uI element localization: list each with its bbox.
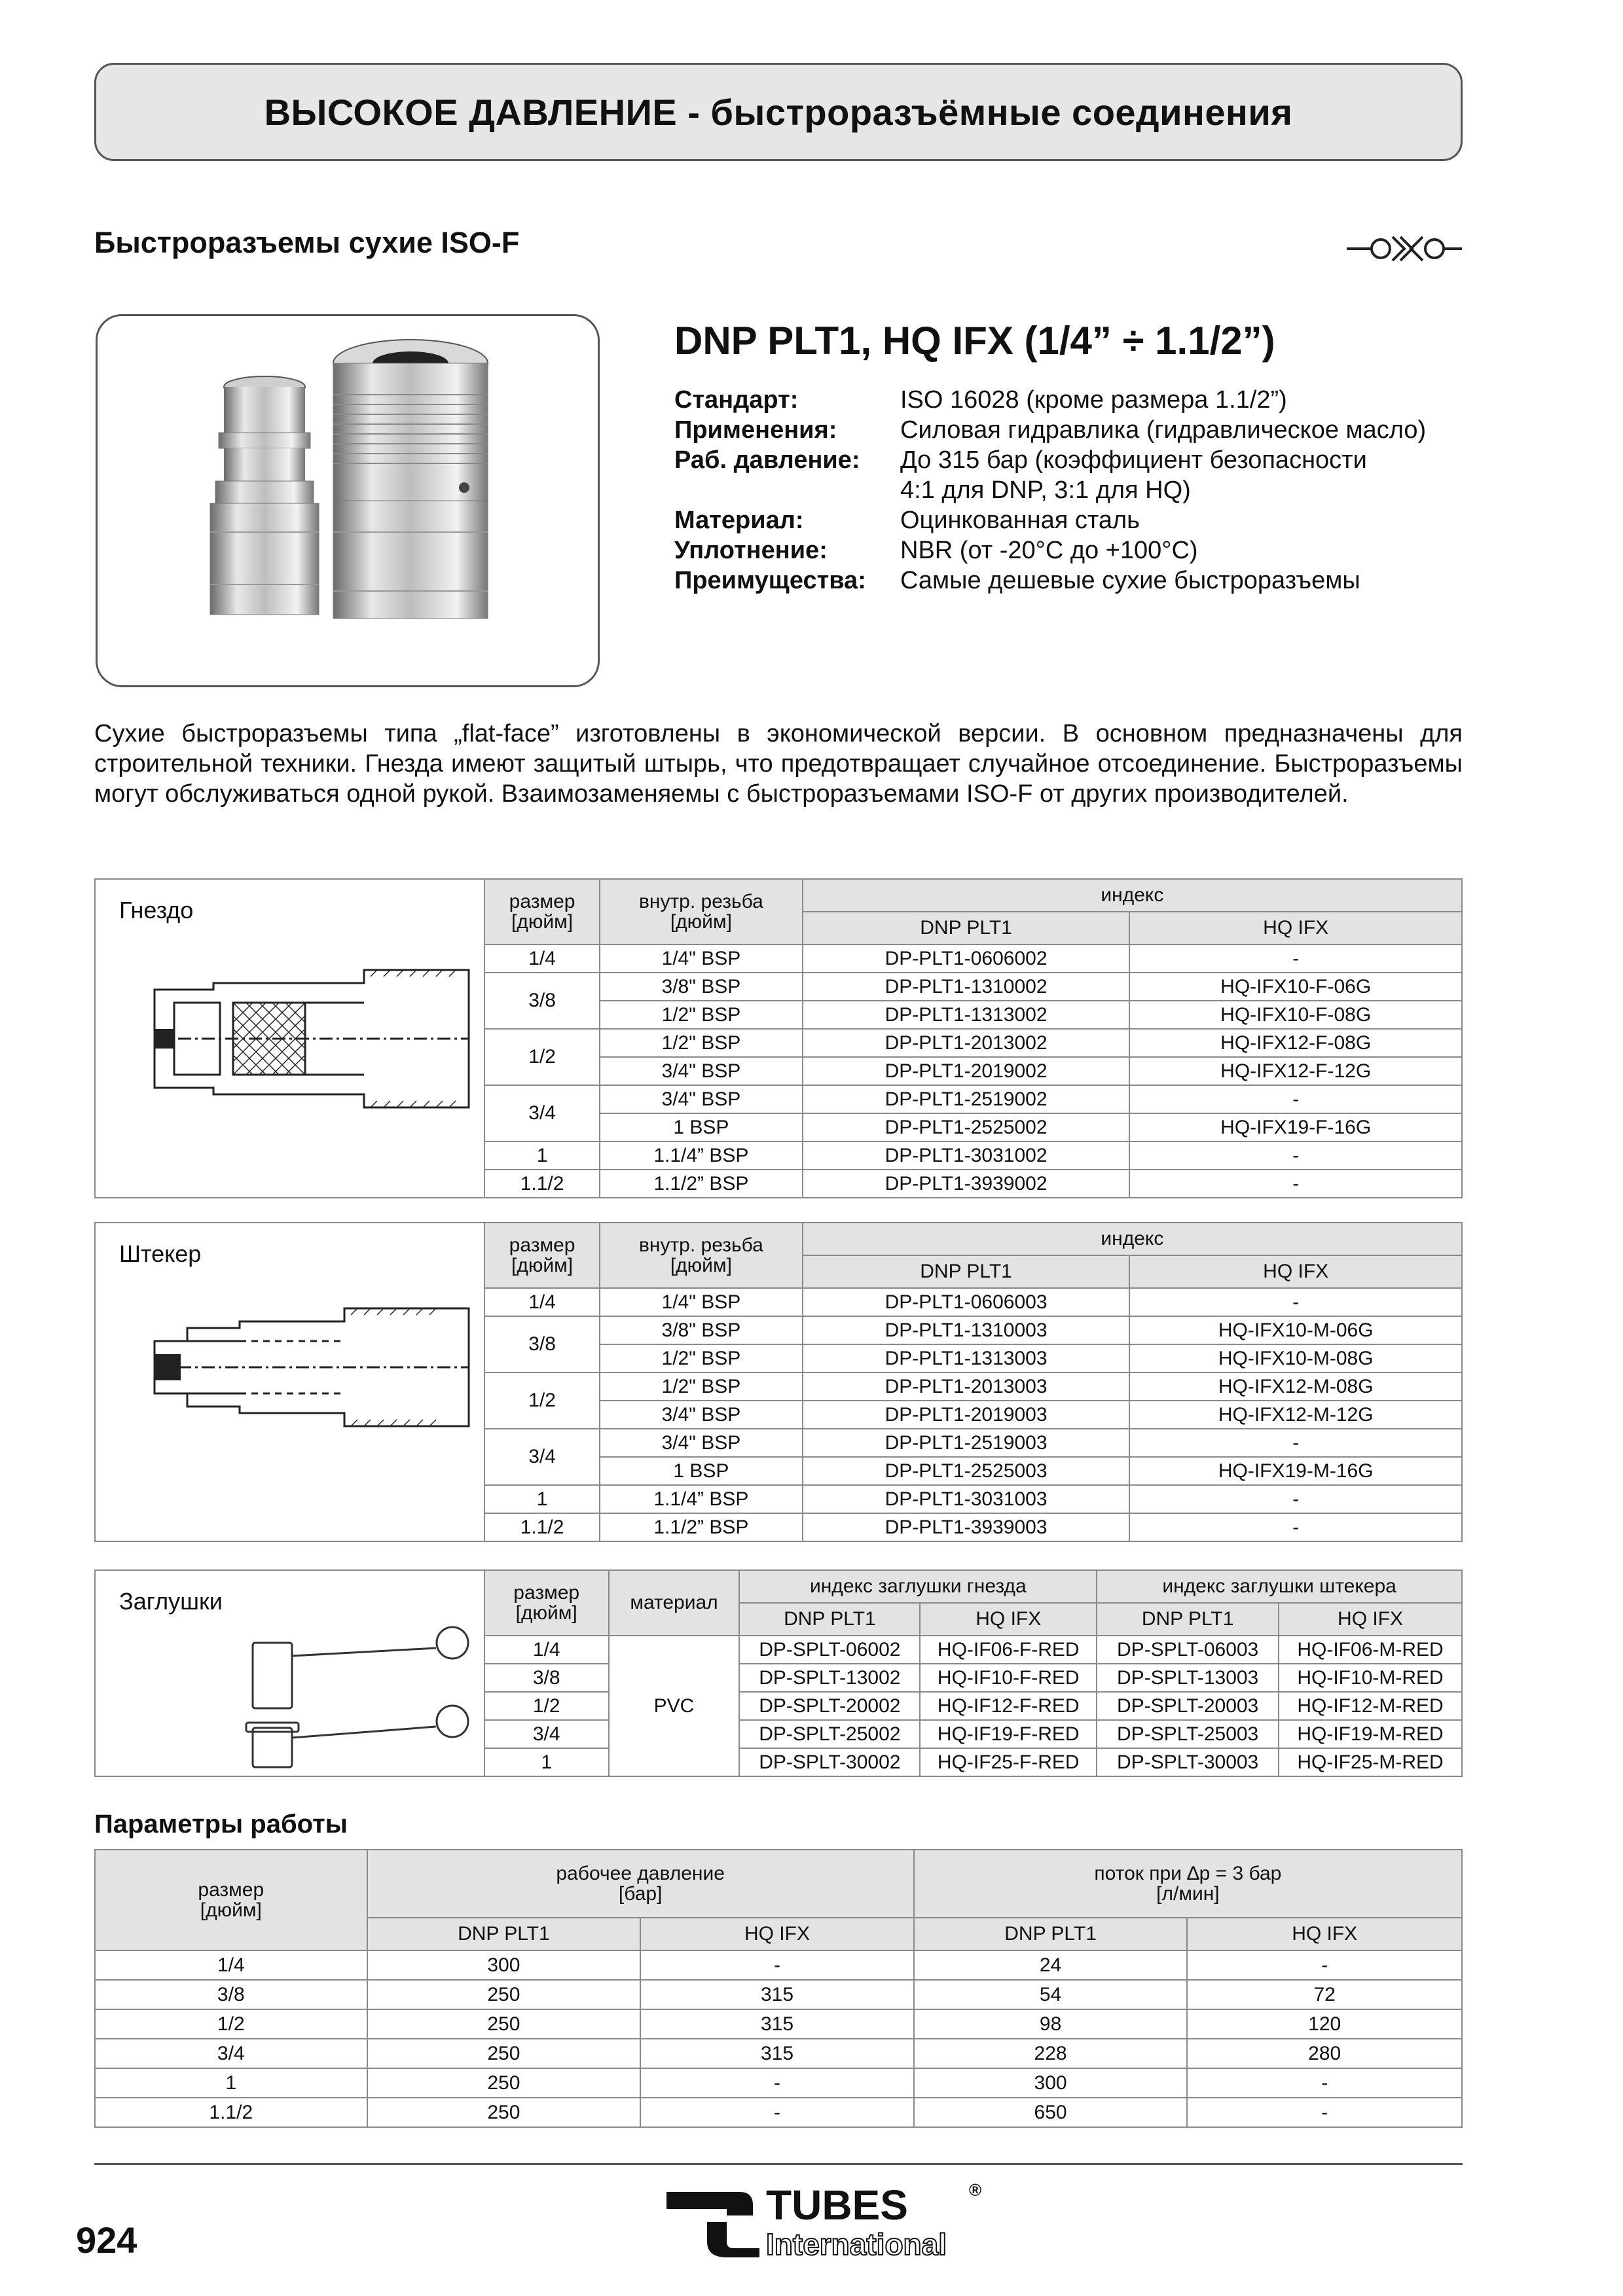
spec-key: Уплотнение: <box>674 537 828 564</box>
col-header-cap-plug: индекс заглушки штекера <box>1097 1570 1462 1603</box>
spec-value: Оцинкованная сталь <box>900 507 1140 534</box>
spec-value: 4:1 для DNP, 3:1 для HQ) <box>900 476 1191 504</box>
cell-hq: HQ-IFX12-F-12G <box>1129 1057 1462 1085</box>
cell-thread: 1/2" BSP <box>600 1344 803 1372</box>
cell-thread: 1/2" BSP <box>600 1372 803 1401</box>
cell-pressure-dnp: 250 <box>367 2009 641 2039</box>
table-row <box>95 2009 1462 2039</box>
col-header-dnp: DNP PLT1 <box>914 1918 1188 1950</box>
socket-table <box>94 878 1463 1198</box>
cell-hq: HQ-IFX10-M-06G <box>1129 1316 1462 1344</box>
col-header-dnp: DNP PLT1 <box>803 1255 1130 1288</box>
product-photo-frame <box>96 314 600 687</box>
cell-size: 3/4 <box>484 1720 609 1748</box>
model-title: DNP PLT1, HQ IFX (1/4” ÷ 1.1/2”) <box>674 319 1275 363</box>
cell-hq: HQ-IFX19-F-16G <box>1129 1113 1462 1141</box>
cell-thread: 1.1/2” BSP <box>600 1513 803 1541</box>
cell-thread: 1.1/4” BSP <box>600 1141 803 1170</box>
cell-flow-hq: 72 <box>1187 1980 1462 2009</box>
cell-size: 3/8 <box>484 1316 600 1372</box>
cell-dnp: DP-PLT1-3939003 <box>803 1513 1130 1541</box>
col-header-hq: HQ IFX <box>1279 1603 1462 1636</box>
cell-size: 1/2 <box>95 2009 367 2039</box>
table-row <box>95 2039 1462 2068</box>
cell-dnp: DP-PLT1-0606003 <box>803 1288 1130 1316</box>
cell-pressure-hq: 315 <box>640 2009 914 2039</box>
cell-m-dnp: DP-SPLT-13003 <box>1097 1664 1279 1692</box>
cell-thread: 3/8" BSP <box>600 1316 803 1344</box>
cell-m-dnp: DP-SPLT-06003 <box>1097 1636 1279 1664</box>
cell-pressure-hq: - <box>640 2098 914 2127</box>
spec-key: Применения: <box>674 416 837 444</box>
cell-thread: 3/4" BSP <box>600 1401 803 1429</box>
plug-cross-section-drawing <box>148 1302 475 1433</box>
footer-divider <box>94 2163 1463 2165</box>
cell-thread: 1/4" BSP <box>600 944 803 973</box>
col-header-hq: HQ IFX <box>640 1918 914 1950</box>
cell-thread: 3/4" BSP <box>600 1085 803 1113</box>
cell-thread: 1/4" BSP <box>600 1288 803 1316</box>
cell-size: 1/4 <box>484 944 600 973</box>
spec-key: Материал: <box>674 507 804 534</box>
params-title: Параметры работы <box>94 1810 348 1839</box>
col-header-dnp: DNP PLT1 <box>1097 1603 1279 1636</box>
spec-value: ISO 16028 (кроме размера 1.1/2”) <box>900 386 1287 414</box>
cell-dnp: DP-PLT1-2525003 <box>803 1457 1130 1485</box>
col-header-hq: HQ IFX <box>920 1603 1097 1636</box>
cell-size: 3/4 <box>484 1085 600 1141</box>
cell-flow-hq: 120 <box>1187 2009 1462 2039</box>
cell-flow-dnp: 300 <box>914 2068 1188 2098</box>
product-photo <box>98 316 598 685</box>
plug-photo <box>210 376 319 615</box>
cell-dnp: DP-PLT1-2525002 <box>803 1113 1130 1141</box>
spec-value: Силовая гидравлика (гидравлическое масло) <box>900 416 1427 444</box>
spec-value: До 315 бар (коэффициент безопасности <box>900 446 1367 474</box>
cell-hq: HQ-IFX10-F-06G <box>1129 973 1462 1001</box>
cell-size: 1/4 <box>484 1288 600 1316</box>
col-header-thread: внутр. резьба [дюйм] <box>600 1223 803 1288</box>
cell-size: 3/8 <box>95 1980 367 2009</box>
cell-hq: - <box>1129 1429 1462 1457</box>
cell-size: 1/2 <box>484 1029 600 1085</box>
cell-hq: - <box>1129 1141 1462 1170</box>
cell-size: 3/4 <box>95 2039 367 2068</box>
cell-flow-hq: - <box>1187 2068 1462 2098</box>
col-header-hq: HQ IFX <box>1187 1918 1462 1950</box>
cell-m-dnp: DP-SPLT-20003 <box>1097 1692 1279 1720</box>
cell-pressure-dnp: 250 <box>367 1980 641 2009</box>
cell-pressure-hq: 315 <box>640 1980 914 2009</box>
cell-size: 1/4 <box>95 1950 367 1980</box>
cell-size: 1.1/2 <box>484 1170 600 1198</box>
spec-key: Преимущества: <box>674 567 866 594</box>
cell-flow-hq: - <box>1187 1950 1462 1980</box>
cell-flow-dnp: 24 <box>914 1950 1188 1980</box>
section-title: Быстроразъемы сухие ISO-F <box>94 226 520 259</box>
cell-thread: 3/4" BSP <box>600 1057 803 1085</box>
cell-flow-dnp: 54 <box>914 1980 1188 2009</box>
cell-size: 3/8 <box>484 1664 609 1692</box>
cell-size: 1 <box>484 1485 600 1513</box>
caps-drawing <box>148 1617 475 1774</box>
spec-key: Раб. давление: <box>674 446 860 474</box>
cell-flow-hq: 280 <box>1187 2039 1462 2068</box>
cell-m-hq: HQ-IF06-M-RED <box>1279 1636 1462 1664</box>
cell-hq: - <box>1129 1170 1462 1198</box>
cell-dnp: DP-PLT1-1313002 <box>803 1001 1130 1029</box>
socket-cross-section-drawing <box>148 963 475 1114</box>
col-header-dnp: DNP PLT1 <box>803 912 1130 944</box>
plug-label: Штекер <box>119 1240 202 1267</box>
socket-photo <box>333 340 488 619</box>
cell-material: PVC <box>609 1636 740 1776</box>
cell-m-dnp: DP-SPLT-25003 <box>1097 1720 1279 1748</box>
page-number: 924 <box>76 2219 137 2261</box>
caps-label: Заглушки <box>119 1588 223 1615</box>
cell-thread: 1 BSP <box>600 1113 803 1141</box>
cell-dnp: DP-PLT1-3031002 <box>803 1141 1130 1170</box>
cell-f-dnp: DP-SPLT-20002 <box>739 1692 920 1720</box>
cell-dnp: DP-PLT1-2019003 <box>803 1401 1130 1429</box>
cell-hq: - <box>1129 1485 1462 1513</box>
col-header-size: размер [дюйм] <box>95 1850 367 1950</box>
cell-pressure-dnp: 250 <box>367 2039 641 2068</box>
page-header-banner <box>94 63 1463 161</box>
cell-m-hq: HQ-IF10-M-RED <box>1279 1664 1462 1692</box>
cell-thread: 1.1/4” BSP <box>600 1485 803 1513</box>
cell-dnp: DP-PLT1-1313003 <box>803 1344 1130 1372</box>
plug-table <box>94 1222 1463 1542</box>
cell-dnp: DP-PLT1-3031003 <box>803 1485 1130 1513</box>
table-row <box>95 2098 1462 2127</box>
cell-size: 1/2 <box>484 1372 600 1429</box>
col-header-dnp: DNP PLT1 <box>367 1918 641 1950</box>
cell-flow-dnp: 650 <box>914 2098 1188 2127</box>
cell-hq: HQ-IFX10-M-08G <box>1129 1344 1462 1372</box>
spec-value: Самые дешевые сухие быстроразъемы <box>900 567 1360 594</box>
cell-f-hq: HQ-IF19-F-RED <box>920 1720 1097 1748</box>
cell-hq: HQ-IFX12-F-08G <box>1129 1029 1462 1057</box>
col-header-hq: HQ IFX <box>1129 912 1462 944</box>
cell-dnp: DP-PLT1-2519002 <box>803 1085 1130 1113</box>
col-header-material: материал <box>609 1570 740 1636</box>
cell-size: 1.1/2 <box>95 2098 367 2127</box>
col-header-size: размер [дюйм] <box>484 1223 600 1288</box>
cell-thread: 1/2" BSP <box>600 1001 803 1029</box>
cell-dnp: DP-PLT1-2013002 <box>803 1029 1130 1057</box>
logo-text: TUBES <box>766 2181 908 2229</box>
cell-flow-hq: - <box>1187 2098 1462 2127</box>
cell-m-dnp: DP-SPLT-30003 <box>1097 1748 1279 1776</box>
cell-pressure-dnp: 300 <box>367 1950 641 1980</box>
cell-f-dnp: DP-SPLT-06002 <box>739 1636 920 1664</box>
cell-f-dnp: DP-SPLT-30002 <box>739 1748 920 1776</box>
col-header-dnp: DNP PLT1 <box>739 1603 920 1636</box>
cell-thread: 3/8" BSP <box>600 973 803 1001</box>
table-row <box>95 1980 1462 2009</box>
cell-pressure-hq: - <box>640 1950 914 1980</box>
spec-key: Стандарт: <box>674 386 799 414</box>
col-header-pressure: рабочее давление [бар] <box>367 1850 914 1918</box>
cell-pressure-hq: 315 <box>640 2039 914 2068</box>
cell-size: 3/4 <box>484 1429 600 1485</box>
col-header-index: индекс <box>803 879 1462 912</box>
socket-label: Гнездо <box>119 897 194 924</box>
caps-label-cell <box>95 1570 484 1776</box>
logo-registered-mark: ® <box>969 2180 982 2200</box>
cell-thread: 3/4" BSP <box>600 1429 803 1457</box>
cell-flow-dnp: 228 <box>914 2039 1188 2068</box>
cell-dnp: DP-PLT1-2019002 <box>803 1057 1130 1085</box>
cell-hq: HQ-IFX12-M-08G <box>1129 1372 1462 1401</box>
cell-hq: - <box>1129 1085 1462 1113</box>
cell-hq: HQ-IFX12-M-12G <box>1129 1401 1462 1429</box>
cell-f-hq: HQ-IF10-F-RED <box>920 1664 1097 1692</box>
col-header-size: размер [дюйм] <box>484 879 600 944</box>
cell-hq: - <box>1129 1513 1462 1541</box>
col-header-hq: HQ IFX <box>1129 1255 1462 1288</box>
col-header-size: размер [дюйм] <box>484 1570 609 1636</box>
cell-f-hq: HQ-IF12-F-RED <box>920 1692 1097 1720</box>
cell-hq: - <box>1129 944 1462 973</box>
caps-table <box>94 1570 1463 1777</box>
table-row <box>95 1950 1462 1980</box>
cell-size: 1 <box>95 2068 367 2098</box>
cell-m-hq: HQ-IF25-M-RED <box>1279 1748 1462 1776</box>
cell-size: 1.1/2 <box>484 1513 600 1541</box>
cell-f-hq: HQ-IF25-F-RED <box>920 1748 1097 1776</box>
cell-flow-dnp: 98 <box>914 2009 1188 2039</box>
cell-hq: - <box>1129 1288 1462 1316</box>
cell-thread: 1 BSP <box>600 1457 803 1485</box>
cell-dnp: DP-PLT1-1310002 <box>803 973 1130 1001</box>
cell-pressure-dnp: 250 <box>367 2098 641 2127</box>
cell-size: 1 <box>484 1748 609 1776</box>
coupling-symbol-icon <box>1345 223 1463 275</box>
cell-thread: 1/2" BSP <box>600 1029 803 1057</box>
cell-hq: HQ-IFX19-M-16G <box>1129 1457 1462 1485</box>
params-table <box>94 1849 1463 2128</box>
cell-f-hq: HQ-IF06-F-RED <box>920 1636 1097 1664</box>
page-header-title: ВЫСОКОЕ ДАВЛЕНИЕ - быстроразъёмные соединения <box>264 91 1293 133</box>
description-paragraph: Сухие быстроразъемы типа „flat-face” изготовлены в экономической версии. В основном предназначены для строительной техники. Гнезда имеют защитый штырь, что предотвращает случайное отсоединение. Быстроразъемы могут обслуживаться одной рукой. Взаимозаменяемы с быстроразъемами ISO-F от других производителей. <box>94 720 1463 808</box>
cell-m-hq: HQ-IF12-M-RED <box>1279 1692 1462 1720</box>
cell-size: 1/2 <box>484 1692 609 1720</box>
col-header-thread: внутр. резьба [дюйм] <box>600 879 803 944</box>
cell-pressure-dnp: 250 <box>367 2068 641 2098</box>
socket-label-cell <box>95 879 484 1198</box>
cell-m-hq: HQ-IF19-M-RED <box>1279 1720 1462 1748</box>
cell-dnp: DP-PLT1-0606002 <box>803 944 1130 973</box>
tubes-international-logo <box>661 2176 989 2261</box>
cell-pressure-hq: - <box>640 2068 914 2098</box>
col-header-flow: поток при ∆p = 3 бар [л/мин] <box>914 1850 1462 1918</box>
plug-label-cell <box>95 1223 484 1541</box>
cell-size: 3/8 <box>484 973 600 1029</box>
logo-subtext: International <box>766 2227 947 2261</box>
cell-thread: 1.1/2” BSP <box>600 1170 803 1198</box>
cell-dnp: DP-PLT1-2519003 <box>803 1429 1130 1457</box>
cell-dnp: DP-PLT1-1310003 <box>803 1316 1130 1344</box>
cell-f-dnp: DP-SPLT-13002 <box>739 1664 920 1692</box>
spec-value: NBR (от -20°C до +100°C) <box>900 537 1198 564</box>
col-header-cap-socket: индекс заглушки гнезда <box>739 1570 1097 1603</box>
cell-dnp: DP-PLT1-2013003 <box>803 1372 1130 1401</box>
cell-f-dnp: DP-SPLT-25002 <box>739 1720 920 1748</box>
cell-size: 1 <box>484 1141 600 1170</box>
cell-hq: HQ-IFX10-F-08G <box>1129 1001 1462 1029</box>
table-row <box>95 2068 1462 2098</box>
col-header-index: индекс <box>803 1223 1462 1255</box>
cell-size: 1/4 <box>484 1636 609 1664</box>
cell-dnp: DP-PLT1-3939002 <box>803 1170 1130 1198</box>
